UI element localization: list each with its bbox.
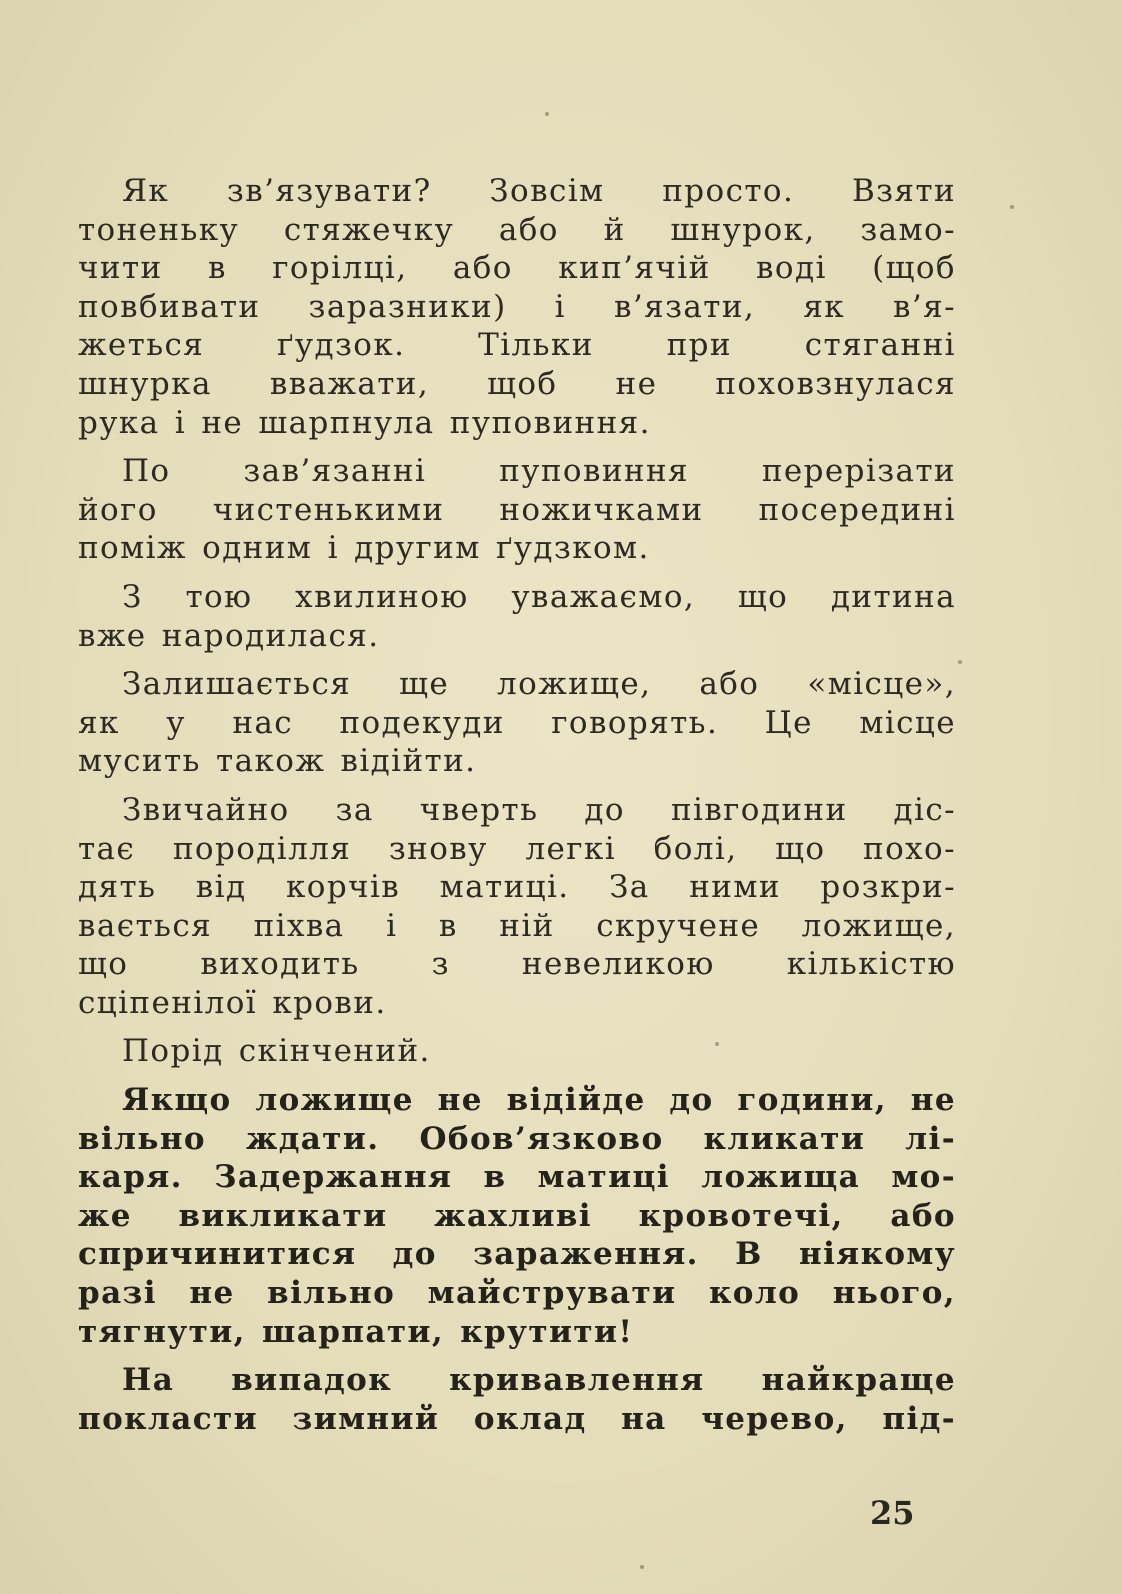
paragraph-1 (78, 172, 956, 442)
paragraph-2 (78, 452, 956, 568)
page-number: 25 (870, 1494, 915, 1532)
text-line: рука і не шарпнула пуповиння. (78, 404, 651, 441)
text-line: як у нас подекуди говорять. Це місце (78, 704, 956, 741)
paragraph-6 (78, 1032, 956, 1071)
paragraph-4 (78, 665, 956, 781)
text-line: вже народилася. (78, 617, 380, 654)
text-line: чити в горілці, або кип’ячій воді (щоб (78, 250, 956, 287)
text-line: тає породілля знову легкі болі, що похо- (78, 830, 956, 867)
paper-speck (640, 1565, 644, 1569)
text-line: що виходить з невеликою кількістю (78, 946, 956, 983)
text-line: мусить також відійти. (78, 743, 477, 780)
text-line: вільно ждати. Обов’язково кликати лі- (78, 1120, 956, 1157)
body-text (78, 172, 956, 1448)
text-line: Якщо ложище не відійде до години, не (122, 1082, 956, 1119)
paragraph-3 (78, 578, 956, 655)
text-line: його чистенькими ножичками посередині (78, 491, 956, 528)
text-line: Як зв’язувати? Зовсім просто. Взяти (122, 173, 956, 209)
text-line: спричинитися до зараження. В ніякому (78, 1236, 956, 1273)
text-line: Звичайно за чверть до півгодини діс- (122, 791, 956, 828)
text-line: покласти зимний оклад на черево, під- (78, 1400, 956, 1437)
text-line: жеться ґудзок. Тільки при стяганні (78, 327, 956, 364)
paragraph-8 (78, 1361, 956, 1438)
text-line: повбивати заразники) і в’язати, як в’я- (78, 288, 956, 325)
paper-speck (1010, 205, 1014, 209)
paper-speck (715, 1042, 719, 1046)
text-line: Залишається ще ложище, або «місце», (122, 666, 956, 703)
text-line: тоненьку стяжечку або й шнурок, замо- (78, 211, 956, 248)
text-line: По зав’язанні пуповиння перерізати (122, 453, 956, 490)
text-line: сціпенілої крови. (78, 984, 387, 1021)
paper-speck (958, 660, 962, 664)
text-line: На випадок кривавлення найкраще (122, 1362, 956, 1399)
paragraph-7 (78, 1081, 956, 1351)
paragraph-5 (78, 791, 956, 1023)
text-line: поміж одним і другим ґудзком. (78, 530, 650, 567)
text-line: же викликати жахливі кровотечі, або (78, 1197, 956, 1234)
text-line: З тою хвилиною уважаємо, що дитина (122, 578, 956, 615)
text-line: Порід скінчений. (122, 1033, 431, 1070)
text-line: каря. Задержання в матиці ложища мо- (78, 1159, 956, 1196)
text-line: разі не вільно майструвати коло нього, (78, 1275, 956, 1312)
paper-speck (545, 112, 549, 116)
text-line: дять від корчів матиці. За ними розкри- (78, 869, 956, 906)
text-line: тягнути, шарпати, крутити! (78, 1313, 634, 1350)
text-line: шнурка вважати, щоб не поховзнулася (78, 365, 956, 402)
text-line: вається піхва і в ній скручене ложище, (78, 907, 956, 944)
